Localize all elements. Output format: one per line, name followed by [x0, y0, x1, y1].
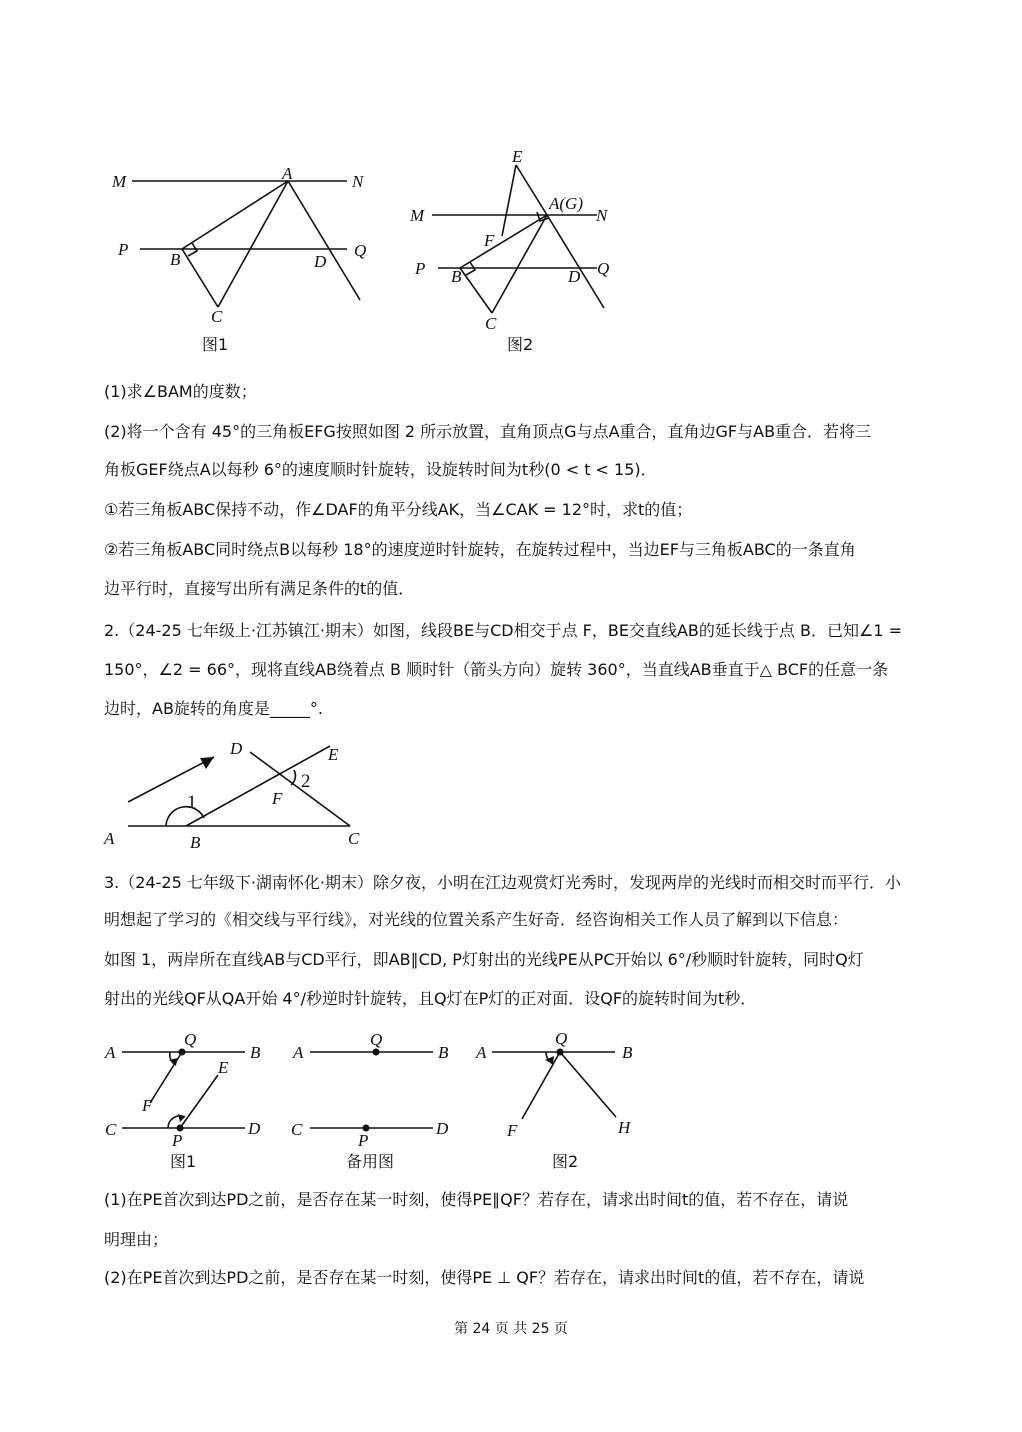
fig1-label-D: D [314, 252, 327, 271]
fig3-label-F: F [272, 789, 283, 808]
fig6-label-A: A [476, 1043, 487, 1062]
fig6-caption: 图2 [552, 1152, 579, 1171]
q3-line4: 射出的光线QF从QA开始 4°/秒逆时针旋转，且Q灯在P灯的正对面．设QF的旋转时间为t秒． [104, 989, 757, 1008]
q3-line1: 3.（24-25 七年级下·湖南怀化·期末）除夕夜，小明在江边观赏灯光秀时，发现两岸的光线时而相交时而平行．小 [104, 873, 902, 892]
q3-part1-line2: 明理由； [104, 1230, 169, 1249]
fig5-label-P: P [358, 1131, 369, 1150]
fig2-label-AG: A(G) [549, 194, 583, 213]
figure-4 [100, 1025, 270, 1175]
fig4-label-P: P [172, 1131, 183, 1150]
fig1-label-N: N [352, 172, 364, 191]
fig5-label-B: B [438, 1043, 449, 1062]
figure-6 [470, 1025, 650, 1175]
fig1-label-B: B [170, 250, 181, 269]
q3-line2: 明想起了学习的《相交线与平行线》，对光线的位置关系产生好奇．经咨询相关工作人员了解到以下信息： [104, 910, 849, 929]
fig2-label-D: D [568, 267, 581, 286]
q2-line3: 边时，AB旋转的角度是_____°. [104, 699, 324, 718]
q1-part2-line2: 角板GEF绕点A以每秒 6°的速度顺时针旋转，设旋转时间为t秒(0 < t < 15)． [104, 460, 657, 479]
fig2-label-C: C [485, 314, 497, 333]
q2-line1: 2.（24-25 七年级上·江苏镇江·期末）如图，线段BE与CD相交于点 F，BE交直线AB的延长线于点 B．已知∠1 = [104, 621, 902, 640]
fig3-label-E: E [328, 745, 339, 764]
fig4-label-E: E [218, 1058, 229, 1077]
fig6-label-B: B [622, 1043, 633, 1062]
fig5-caption: 备用图 [346, 1152, 395, 1171]
q1-sub2-line1: ②若三角板ABC同时绕点B以每秒 18°的速度逆时针旋转，在旋转过程中，当边EF与三角板ABC的一条直角 [104, 540, 856, 559]
fig4-label-D: D [248, 1119, 261, 1138]
figure-5 [288, 1025, 458, 1175]
figure-1 [100, 150, 400, 360]
q1-sub1: ①若三角板ABC保持不动，作∠DAF的角平分线AK，当∠CAK = 12°时，求t的值； [104, 500, 693, 519]
q3-part1-line1: (1)在PE首次到达PD之前，是否存在某一时刻，使得PE∥QF？若存在，请求出时间t的值，若不存在，请说 [104, 1190, 849, 1209]
fig3-label-D: D [230, 739, 243, 758]
fig2-label-M: M [410, 206, 425, 225]
fig5-label-A: A [293, 1043, 304, 1062]
fig2-label-Q: Q [597, 259, 610, 278]
fig2-label-N: N [596, 206, 608, 225]
fig2-label-P: P [415, 259, 426, 278]
fig2-label-F: F [484, 231, 495, 250]
figure-3 [100, 732, 390, 857]
fig1-label-P: P [118, 240, 129, 259]
figure-2 [400, 145, 640, 360]
fig1-label-C: C [211, 307, 223, 326]
fig1-label-A: A [282, 164, 293, 183]
q3-part2-line1: (2)在PE首次到达PD之前，是否存在某一时刻，使得PE ⊥ QF？若存在，请求出时间t的值，若不存在，请说 [104, 1268, 865, 1287]
fig5-label-Q: Q [370, 1030, 383, 1049]
fig2-label-B: B [451, 267, 462, 286]
fig1-label-Q: Q [354, 241, 367, 260]
fig1-caption: 图1 [202, 335, 229, 354]
fig4-label-C: C [105, 1120, 117, 1139]
fig3-label-C: C [348, 829, 360, 848]
fig5-label-C: C [291, 1120, 303, 1139]
fig6-label-F: F [507, 1121, 518, 1140]
fig3-label-2: 2 [301, 771, 311, 792]
fig6-label-Q: Q [555, 1029, 568, 1048]
fig1-label-M: M [112, 172, 127, 191]
fig4-caption: 图1 [170, 1152, 197, 1171]
q1-part2-line1: (2)将一个含有 45°的三角板EFG按照如图 2 所示放置，直角顶点G与点A重合，直角边GF与AB重合．若将三 [104, 422, 872, 441]
page-footer: 第 24 页 共 25 页 [454, 1321, 568, 1337]
fig2-caption: 图2 [507, 335, 534, 354]
q1-part1: (1)求∠BAM的度数； [104, 382, 257, 401]
fig4-label-Q: Q [184, 1030, 197, 1049]
fig4-label-A: A [105, 1043, 116, 1062]
fig6-label-H: H [618, 1118, 631, 1137]
fig3-label-B: B [190, 833, 201, 852]
q1-sub2-line2: 边平行时，直接写出所有满足条件的t的值． [104, 579, 415, 598]
q2-line2: 150°，∠2 = 66°，现将直线AB绕着点 B 顺时针（箭头方向）旋转 360°，当直线AB垂直于△ BCF的任意一条 [104, 660, 889, 679]
q3-line3: 如图 1，两岸所在直线AB与CD平行，即AB∥CD, P灯射出的光线PE从PC开始以 6°/秒顺时针旋转，同时Q灯 [104, 950, 864, 969]
fig2-label-E: E [512, 147, 523, 166]
fig3-label-1: 1 [187, 792, 197, 813]
fig5-label-D: D [436, 1119, 449, 1138]
fig4-label-B: B [250, 1043, 261, 1062]
fig4-label-F: F [142, 1096, 153, 1115]
fig3-label-A: A [104, 829, 115, 848]
